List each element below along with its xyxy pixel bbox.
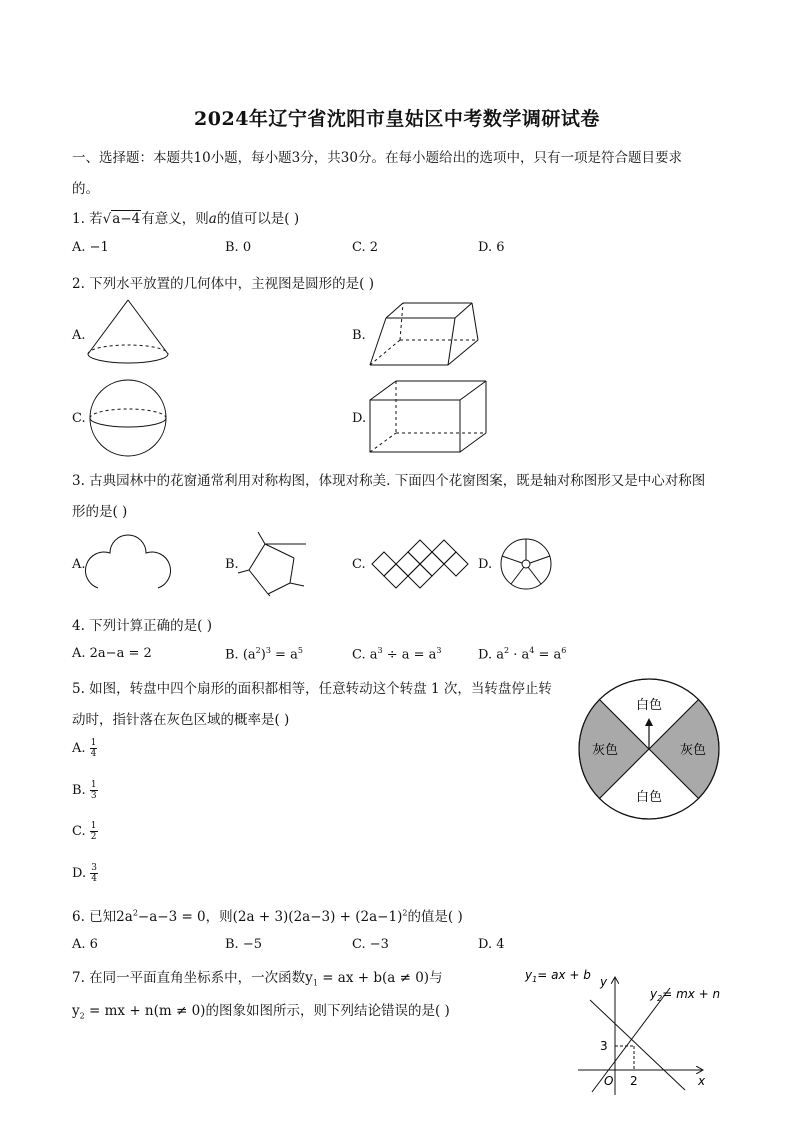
cloud-window-figure	[86, 535, 171, 588]
q4-stem: 4. 下列计算正确的是( )	[72, 618, 212, 634]
q5a-fraction: $\frac{1}{4}$	[90, 738, 97, 759]
y1-label: $y_1=$ ax + b	[525, 968, 591, 984]
lattice-window-figure	[372, 540, 468, 588]
y-axis-label: y	[600, 975, 608, 989]
q4-option-c[interactable]	[352, 646, 442, 662]
q4d-exp1: 2	[503, 646, 510, 655]
cone-figure	[88, 300, 168, 363]
q5d-fraction: $\frac{3}{4}$	[91, 863, 97, 884]
q2-label-b[interactable]: B.	[352, 328, 366, 343]
q1-option-a[interactable]: A. −1	[72, 240, 109, 255]
q5b-fraction: $\frac{1}{3}$	[90, 780, 97, 801]
y2-label: $y_2=$ mx + n	[650, 987, 721, 1003]
q2-stem: 2. 下列水平放置的几何体中，主视图是圆形的是( )	[72, 276, 374, 292]
q6-option-d[interactable]: D. 4	[478, 937, 505, 952]
q4b-mid: )	[260, 647, 266, 663]
q7-l2-post: = mx + n(m ≠ 0)的图象如图所示，则下列结论错误的是( )	[84, 1003, 450, 1019]
q3-line1: 3. 古典园林中的花窗通常利用对称构图，体现对称美. 下面四个花窗图案，既是轴对称图形又是中心对称图	[72, 473, 706, 489]
flower-window-figure	[501, 539, 551, 589]
q7-line1	[72, 966, 443, 988]
q6-option-b[interactable]: B. −5	[225, 937, 262, 952]
spinner-label-left: 灰色	[591, 743, 619, 758]
q4b-exp2: 3	[265, 646, 271, 655]
q6-option-a[interactable]: A. 6	[72, 937, 98, 952]
q2-label-d[interactable]: D.	[352, 411, 367, 426]
q4-option-b[interactable]	[225, 646, 303, 662]
q5b-label: B.	[72, 783, 86, 798]
origin-label: O	[604, 1074, 614, 1088]
q4b-post: = a	[270, 647, 298, 663]
pinwheel-window-figure	[238, 532, 306, 596]
q4d-exp2: 4	[529, 646, 535, 655]
q5-option-d[interactable]	[72, 863, 98, 884]
q4d-mid: · a	[509, 647, 530, 663]
q6-mid: −a−3 = 0，则(2a + 3)(2a−3) + (2a−1)	[137, 909, 403, 925]
q7-graph	[520, 960, 730, 1100]
q6-stem	[72, 905, 463, 925]
spinner-label-right: 灰色	[679, 743, 707, 758]
q4-option-d[interactable]	[478, 646, 566, 662]
q4-option-a[interactable]: A. 2a−a = 2	[72, 646, 152, 661]
q4d-post: = a	[534, 647, 562, 663]
spinner-label-top: 白色	[635, 698, 663, 713]
frustum-figure	[370, 303, 478, 365]
q5-line2: 动时，指针落在灰色区域的概率是( )	[72, 712, 290, 728]
q4d-pre: D. a	[478, 647, 504, 663]
q1-option-b[interactable]: B. 0	[225, 240, 252, 255]
q4c-exp1: 3	[377, 646, 383, 655]
q7-l1-pre: 7. 在同一平面直角坐标系中，一次函数y	[72, 970, 313, 986]
q7-l2-sub: 2	[79, 1011, 85, 1021]
q4c-pre: C. a	[352, 647, 378, 663]
q5c-fraction: $\frac{1}{2}$	[90, 821, 97, 842]
q4c-mid: ÷ a = a	[382, 647, 437, 663]
q3-figures	[0, 520, 794, 600]
q7-l1-post: = ax + b(a ≠ 0)与	[317, 970, 443, 986]
q5-option-c[interactable]	[72, 821, 98, 842]
q1-suffix-a: 有意义，则	[141, 211, 209, 227]
q7-l1-sub: 1	[312, 978, 318, 988]
q4b-pre: B. (a	[225, 647, 256, 663]
q6-pre: 6. 已知2a	[72, 909, 133, 925]
section1-line2: 的。	[72, 181, 99, 197]
q1-prefix: 1. 若	[72, 211, 103, 227]
section1-line1: 一、选择题：本题共10小题，每小题3分，共30分。在每小题给出的选项中，只有一项是符合题目要求	[72, 150, 682, 166]
q1-option-c[interactable]: C. 2	[352, 240, 379, 255]
q7-l2-pre: y	[72, 1003, 80, 1019]
q6-post: 的值是( )	[407, 909, 463, 925]
spinner-figure	[576, 676, 722, 822]
sqrt-symbol: √	[102, 211, 112, 227]
page-title: 2024年辽宁省沈阳市皇姑区中考数学调研试卷	[194, 108, 600, 130]
x-axis-label: x	[698, 1074, 706, 1088]
sphere-figure	[90, 380, 166, 456]
q7-line2	[72, 999, 450, 1021]
y-tick-label: 3	[600, 1039, 608, 1053]
q6-exp2: 2	[402, 908, 408, 918]
q5c-label: C.	[72, 824, 86, 839]
q3-line2: 形的是( )	[72, 504, 128, 520]
x-tick-label: 2	[630, 1074, 638, 1088]
q2-label-a[interactable]: A.	[72, 328, 86, 343]
q4b-exp3: 5	[297, 646, 303, 655]
q5d-label: D.	[72, 866, 87, 881]
cuboid-figure	[370, 381, 486, 452]
q3-label-a[interactable]: A.	[72, 557, 86, 572]
q2-figures	[0, 0, 794, 470]
q1-var: a	[208, 211, 217, 227]
q1-suffix-b: 的值可以是( )	[216, 211, 300, 227]
q4b-exp1: 2	[255, 646, 261, 655]
q3-label-b[interactable]: B.	[225, 557, 239, 572]
q3-label-d[interactable]: D.	[478, 557, 493, 572]
q6-exp1: 2	[132, 908, 138, 918]
q4d-exp3: 6	[561, 646, 567, 655]
q1-option-d[interactable]: D. 6	[478, 240, 505, 255]
q3-label-c[interactable]: C.	[352, 557, 366, 572]
q5-option-a[interactable]	[72, 738, 97, 759]
q2-label-c[interactable]: C.	[72, 411, 86, 426]
spinner-label-bottom: 白色	[635, 790, 663, 805]
q5-line1: 5. 如图，转盘中四个扇形的面积都相等，任意转动这个转盘 1 次，当转盘停止转	[72, 681, 552, 697]
q4c-exp2: 3	[436, 646, 442, 655]
q5a-label: A.	[72, 741, 86, 756]
q5-option-b[interactable]	[72, 780, 98, 801]
q6-option-c[interactable]: C. −3	[352, 937, 389, 952]
q1-radicand: a−4	[112, 211, 141, 227]
